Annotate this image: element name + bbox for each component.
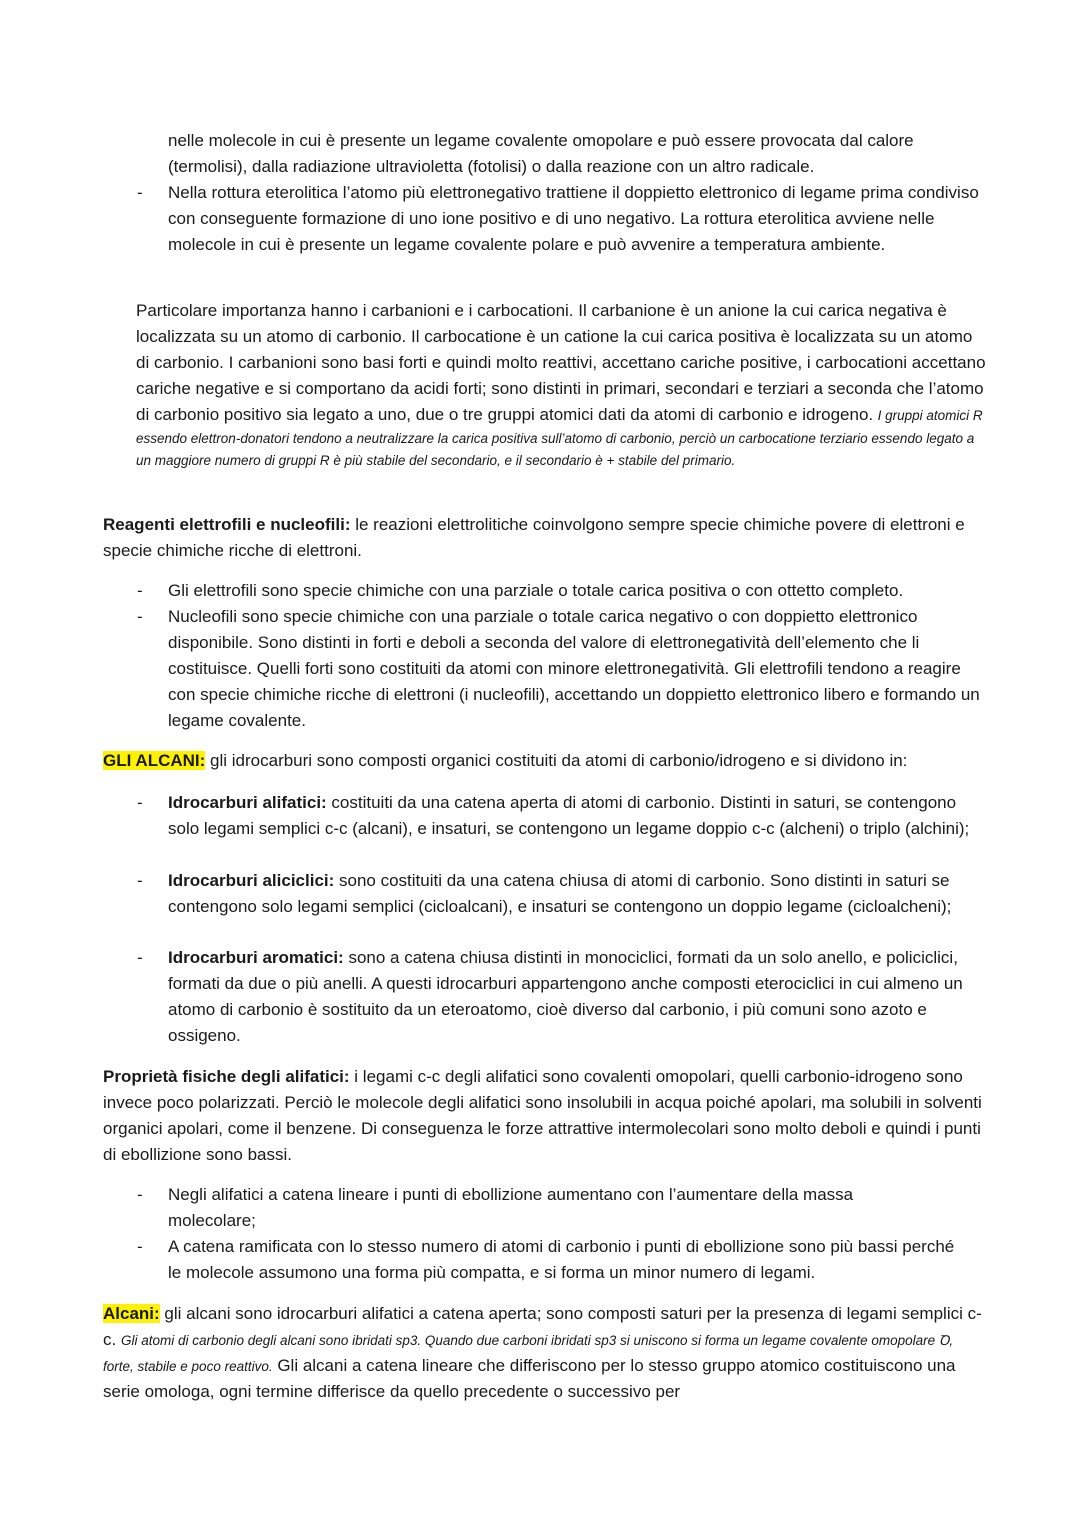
heterolytic-cleavage-item: Nella rottura eterolitica l’atomo più elettronegativo trattiene il doppietto elettronico di legame prima condiviso con conseguente formazione di uno ione positivo e di uno negativo. La rottura eterolitica avviene nelle molecole in cui è presente un legame covalente polare e può avvenire a temperatura ambiente. xyxy=(168,183,979,254)
list-bullet: - xyxy=(137,1237,143,1256)
carbanions-text: Particolare importanza hanno i carbanioni e i carbocationi. Il carbanione è un anione la cui carica negativa è localizzata su un atomo di carbonio. Il carbocatione è un catione la cui carica positiva è localizzata su un atomo di carbonio. I carbanioni sono basi forti e quindi molto reattivi, accettano cariche positive, i carbocationi accettano cariche negative e si comportano da acidi forti; sono distinti in primari, secondari e terziari a seconda che l’atomo di carbonio positivo sia legato a uno, due o tre gruppi atomici dati da atomi di carbonio e idrogeno. xyxy=(136,301,986,424)
sp3-note: Gli atomi di carbonio degli alcani sono ibridati sp3. Quando due carboni ibridati sp3 si uniscono si forma un legame covalente omopolare Ꝺ, forte, stabile e poco reattivo. xyxy=(103,1333,954,1374)
list-bullet: - xyxy=(137,871,143,890)
reagents-text: le reazioni elettrolitiche coinvolgono sempre specie chimiche povere di elettroni e specie chimiche ricche di elettroni. xyxy=(103,515,965,560)
physical-properties-text: i legami c-c degli alifatici sono covalenti omopolari, quelli carbonio-idrogeno sono invece poco polarizzati. Perciò le molecole degli alifatici sono insolubili in acqua poiché apolari, ma solubili in solventi organici apolari, come il benzene. Di conseguenza le forze attrattive intermolecolari sono molto deboli e quindi i punti di ebollizione sono bassi. xyxy=(103,1067,982,1164)
alkanes-heading: Alcani: xyxy=(103,1304,160,1323)
list-bullet: - xyxy=(137,607,143,626)
alkanes-intro-paragraph xyxy=(103,748,983,774)
reagents-heading: Reagenti elettrofili e nucleofili: xyxy=(103,515,351,534)
alkanes-intro-text: gli idrocarburi sono composti organici costituiti da atomi di carbonio/idrogeno e si dividono in: xyxy=(205,751,908,770)
branched-chain-item: A catena ramificata con lo stesso numero di atomi di carbonio i punti di ebollizione sono più bassi perché le molecole assumono una forma più compatta, e si forma un minor numero di legami. xyxy=(168,1237,955,1282)
carbanions-paragraph xyxy=(136,298,986,472)
alkanes-text-1: gli alcani sono idrocarburi alifatici a catena aperta; sono composti saturi per la presenza di legami semplici c-c. xyxy=(103,1304,982,1349)
radical-cleavage-continuation: nelle molecole in cui è presente un legame covalente omopolare e può essere provocata dal calore (termolisi), dalla radiazione ultravioletta (fotolisi) o dalla reazione con un altro radicale. xyxy=(168,131,914,176)
nucleophiles-item: Nucleofili sono specie chimiche con una parziale o totale carica negativo o con doppietto elettronico disponibile. Sono distinti in forti e deboli a seconda del valore di elettronegatività dell’elemento che li costituisce. Quelli forti sono costituiti da atomi con minore elettronegatività. Gli elettrofili tendono a reagire con specie chimiche ricche di elettroni (i nucleofili), accettando un doppietto elettronico libero e formando un legame covalente. xyxy=(168,607,980,730)
list-bullet: - xyxy=(137,793,143,812)
aliphatic-text: costituiti da una catena aperta di atomi di carbonio. Distinti in saturi, se contengono solo legami semplici c-c (alcani), e insaturi, se contengono un legame doppio c-c (alcheni) o triplo (alchini); xyxy=(168,793,970,838)
reagents-paragraph xyxy=(103,512,983,564)
alkanes-paragraph xyxy=(103,1301,983,1405)
alicyclic-label: Idrocarburi aliciclici: xyxy=(168,871,335,890)
alicyclic-item xyxy=(168,868,983,920)
aromatic-label: Idrocarburi aromatici: xyxy=(168,948,344,967)
aliphatic-label: Idrocarburi alifatici: xyxy=(168,793,327,812)
alicyclic-text: sono costituiti da una catena chiusa di atomi di carbonio. Sono distinti in saturi se contengono solo legami semplici (cicloalcani), e insaturi se contengono un doppio legame (cicloalcheni); xyxy=(168,871,952,916)
linear-chain-item: Negli alifatici a catena lineare i punti di ebollizione aumentano con l’aumentare della massa molecolare; xyxy=(168,1185,854,1230)
physical-properties-heading: Proprietà fisiche degli alifatici: xyxy=(103,1067,350,1086)
aromatic-text: sono a catena chiusa distinti in monociclici, formati da un solo anello, e policiclici, formati da due o più anelli. A questi idrocarburi appartengono anche composti eterociclici in cui almeno un atomo di carbonio è sostituito da un eteroatomo, cioè diverso dal carbonio, i più comuni sono azoto e ossigeno. xyxy=(168,948,963,1045)
aromatic-item xyxy=(168,945,983,1049)
list-bullet: - xyxy=(137,948,143,967)
electrophiles-item: Gli elettrofili sono specie chimiche con una parziale o totale carica positiva o con ottetto completo. xyxy=(168,581,904,600)
aliphatic-item xyxy=(168,790,983,842)
list-bullet: - xyxy=(137,581,143,600)
physical-properties-paragraph xyxy=(103,1064,983,1168)
list-bullet: - xyxy=(137,1185,143,1204)
alkanes-text-2: Gli alcani a catena lineare che differiscono per lo stesso gruppo atomico costituiscono una serie omologa, ogni termine differisce da quello precedente o successivo per xyxy=(103,1356,956,1401)
carbocation-stability-note: I gruppi atomici R essendo elettron-donatori tendono a neutralizzare la carica positiva sull’atomo di carbonio, perciò un carbocatione terziario essendo legato a un maggiore numero di gruppi R è più stabile del secondario, e il secondario è + stabile del primario. xyxy=(136,408,983,468)
list-bullet: - xyxy=(137,183,143,202)
alkanes-section-heading: GLI ALCANI: xyxy=(103,751,206,770)
